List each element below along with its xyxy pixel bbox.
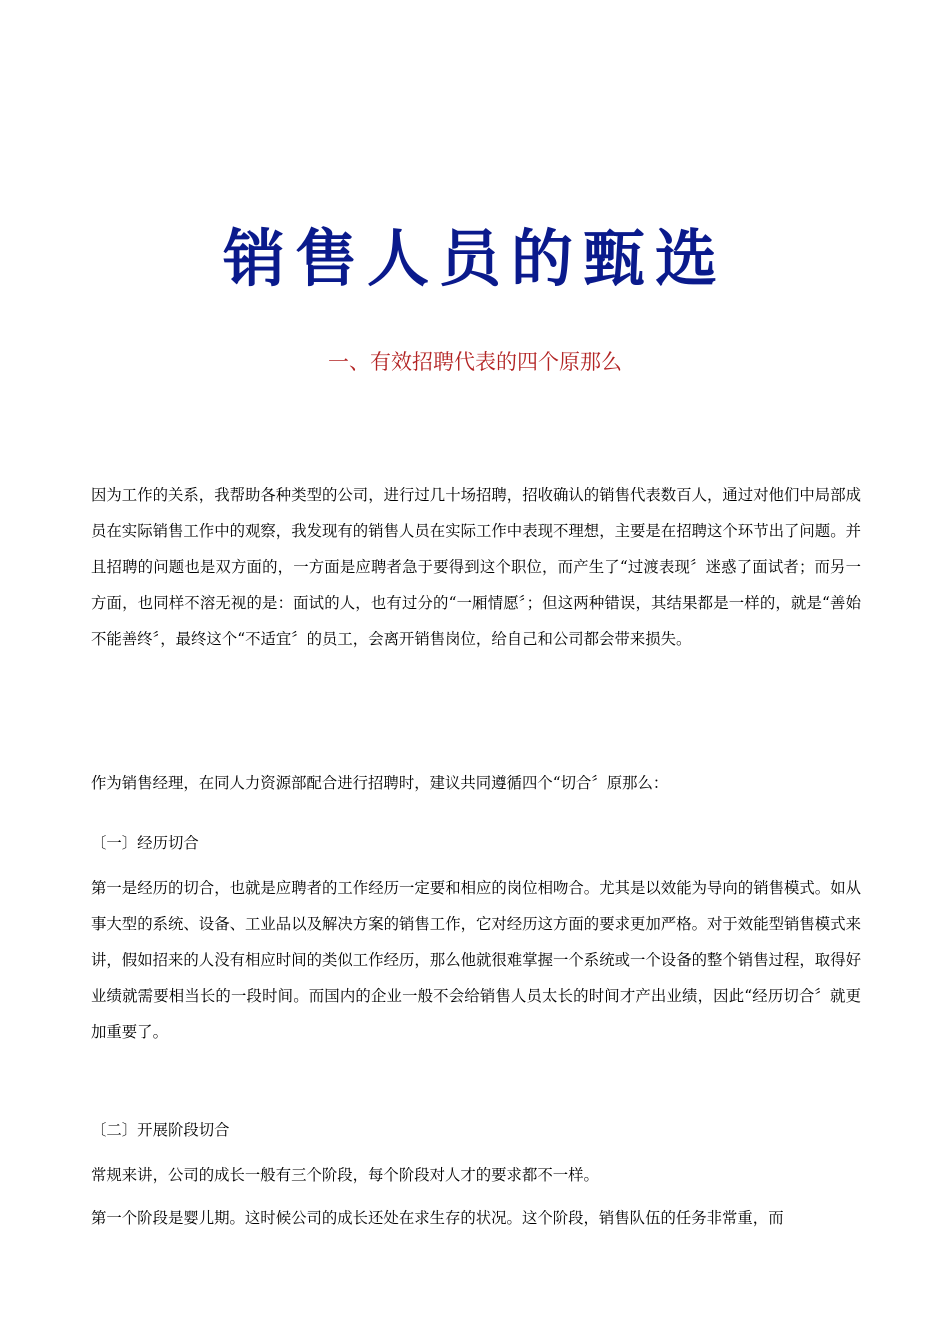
section-heading-experience: 〔一〕经历切合 — [91, 834, 199, 852]
section-subtitle: 一、有效招聘代表的四个原那么 — [328, 350, 622, 374]
section-paragraph-infancy-stage: 第一个阶段是婴儿期。这时候公司的成长还处在求生存的状况。这个阶段，销售队伍的任务非常重，而 — [91, 1209, 784, 1227]
section-heading-development-stage: 〔二〕开展阶段切合 — [91, 1121, 230, 1139]
page-title: 销售人员的甄选 — [222, 222, 727, 295]
intro-paragraph: 因为工作的关系，我帮助各种类型的公司，进行过几十场招聘，招收确认的销售代表数百人，通过对他们中局部成员在实际销售工作中的观察，我发现有的销售人员在实际工作中表现不理想，主要是在招聘这个环节出了问题。并且招聘的问题也是双方面的，一方面是应聘者急于要得到这个职位，而产生了“过渡表现〞迷惑了面试者；而另一方面，也同样不溶无视的是：面试的人，也有过分的“一厢情愿〞；但这两种错误，其结果都是一样的，就是“善始不能善终〞，最终这个“不适宜〞的员工，会离开销售岗位，给自己和公司都会带来损失。 — [91, 486, 861, 648]
section-paragraph-experience: 第一是经历的切合，也就是应聘者的工作经历一定要和相应的岗位相吻合。尤其是以效能为导向的销售模式。如从事大型的系统、设备、工业品以及解决方案的销售工作，它对经历这方面的要求更加严格。对于效能型销售模式来讲，假如招来的人没有相应时间的类似工作经历，那么他就很难掌握一个系统或一个设备的整个销售过程，取得好业绩就需要相当长的一段时间。而国内的企业一般不会给销售人员太长的时间才产出业绩，因此“经历切合〞就更加重要了。 — [91, 879, 861, 1041]
advice-paragraph: 作为销售经理，在同人力资源部配合进行招聘时，建议共同遵循四个“切合〞原那么： — [91, 774, 669, 792]
section-paragraph-stages-intro: 常规来讲，公司的成长一般有三个阶段，每个阶段对人才的要求都不一样。 — [91, 1166, 599, 1184]
